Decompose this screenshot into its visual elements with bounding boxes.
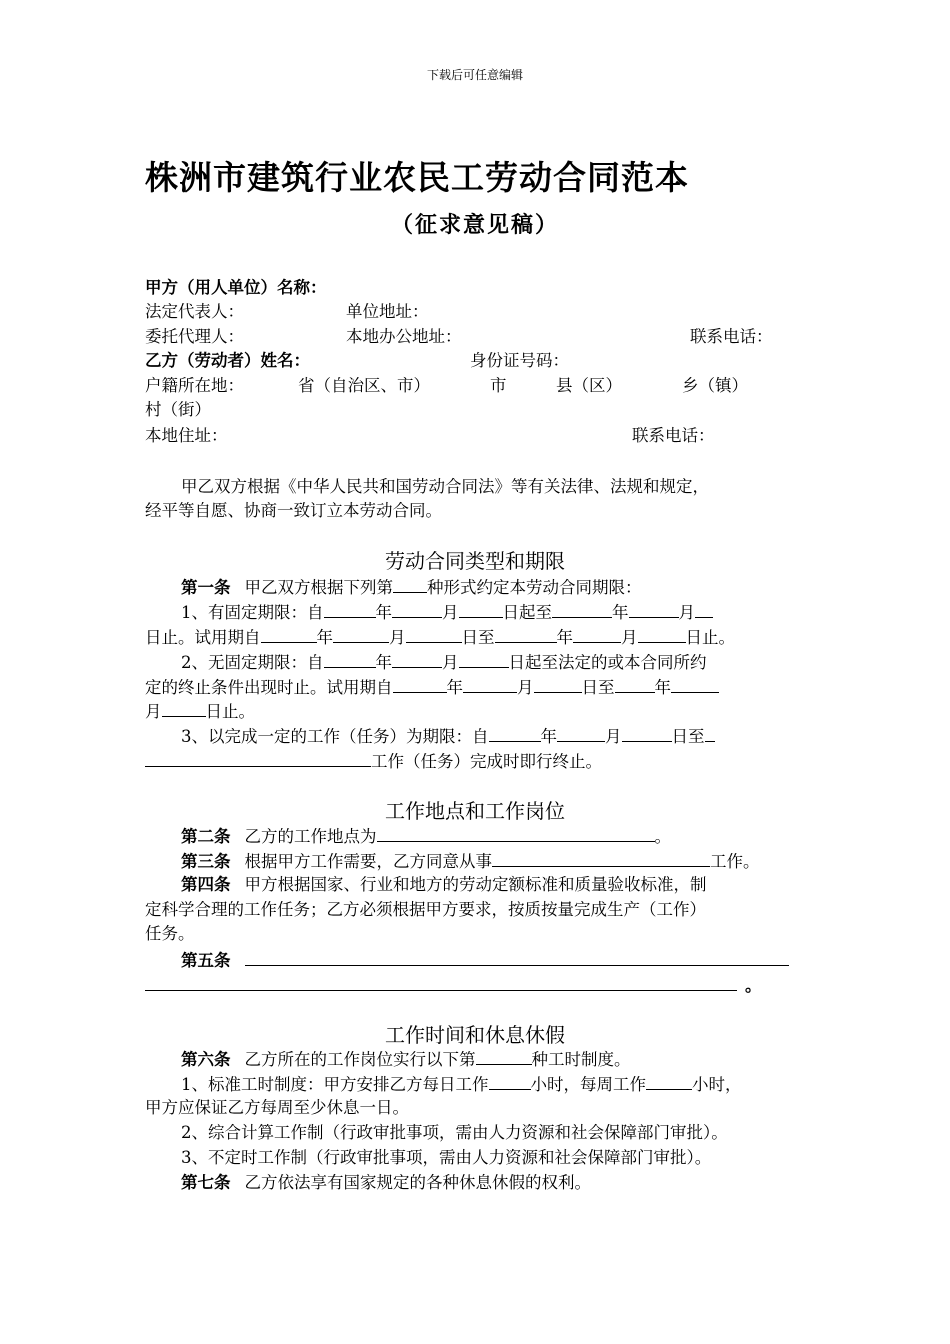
- blank-field[interactable]: [333, 624, 389, 643]
- blank-field[interactable]: [393, 674, 447, 693]
- blank-field[interactable]: [495, 624, 557, 643]
- article-5-cont: 。: [145, 972, 762, 998]
- term-item-1-cont: 日止。试用期自 年 月 日至 年 月 日止。: [145, 624, 735, 650]
- blank-field[interactable]: [695, 599, 713, 618]
- blank-field[interactable]: [492, 848, 710, 867]
- township-label: 乡（镇）: [682, 376, 748, 395]
- local-office-label: 本地办公地址：: [346, 327, 462, 346]
- section-heading-work-location: 工作地点和工作岗位: [385, 799, 565, 823]
- blank-field[interactable]: [622, 723, 672, 742]
- agent-label: 委托代理人：: [145, 327, 244, 346]
- article-2: 第二条 乙方的工作地点为 。: [181, 823, 671, 849]
- header-note: 下载后可任意编辑: [426, 68, 523, 82]
- article-1: 第一条 甲乙双方根据下列第 种形式约定本劳动合同期限：: [181, 574, 642, 600]
- village-label: 村（街）: [145, 400, 211, 419]
- blank-field[interactable]: [324, 649, 376, 668]
- phone-label-b: 联系电话：: [632, 426, 715, 445]
- unit-address-label: 单位地址：: [346, 302, 429, 321]
- term-item-2-end: 月 日止。: [145, 698, 255, 724]
- blank-field[interactable]: [459, 599, 503, 618]
- blank-field[interactable]: [671, 674, 719, 693]
- blank-field[interactable]: [145, 748, 371, 767]
- intro-line-2: 经平等自愿、协商一致订立本劳动合同。: [145, 501, 442, 520]
- blank-field[interactable]: [162, 698, 206, 717]
- county-label: 县（区）: [556, 376, 622, 395]
- article-5: 第五条: [181, 947, 789, 973]
- hours-item-1: 1、标准工时制度：甲方安排乙方每日工作 小时，每周工作 小时，: [181, 1071, 742, 1097]
- article-4: 第四条 甲方根据国家、行业和地方的劳动定额标准和质量验收标准，制: [181, 875, 707, 894]
- blank-field[interactable]: [557, 723, 605, 742]
- blank-field[interactable]: [245, 947, 789, 966]
- article-6: 第六条 乙方所在的工作岗位实行以下第 种工时制度。: [181, 1046, 631, 1072]
- hours-item-1-cont: 甲方应保证乙方每周至少休息一日。: [145, 1098, 409, 1117]
- blank-field[interactable]: [573, 624, 621, 643]
- blank-field[interactable]: [489, 723, 541, 742]
- id-number-label: 身份证号码：: [470, 351, 569, 370]
- phone-label-a: 联系电话：: [690, 327, 773, 346]
- blank-field[interactable]: [463, 674, 517, 693]
- local-address-label: 本地住址：: [145, 426, 228, 445]
- intro-line-1: 甲乙双方根据《中华人民共和国劳动合同法》等有关法律、法规和规定，: [181, 477, 709, 496]
- term-item-2: 2、无固定期限：自 年 月 日起至法定的或本合同所约: [181, 649, 707, 675]
- blank-field[interactable]: [638, 624, 686, 643]
- term-item-1: 1、有固定期限：自 年 月 日起至 年 月: [181, 599, 713, 625]
- blank-field[interactable]: [406, 624, 462, 643]
- article-3: 第三条 根据甲方工作需要，乙方同意从事 工作。: [181, 848, 760, 874]
- blank-field[interactable]: [646, 1071, 692, 1090]
- hukou-label: 户籍所在地：: [145, 376, 244, 395]
- blank-field[interactable]: [392, 599, 442, 618]
- blank-field[interactable]: [261, 624, 317, 643]
- blank-field[interactable]: [489, 1071, 531, 1090]
- city-label: 市: [490, 376, 507, 395]
- legal-rep-label: 法定代表人：: [145, 302, 244, 321]
- blank-field[interactable]: [145, 972, 737, 991]
- section-heading-contract-term: 劳动合同类型和期限: [385, 549, 565, 573]
- blank-field[interactable]: [393, 574, 427, 593]
- blank-field[interactable]: [392, 649, 442, 668]
- blank-field[interactable]: [552, 599, 612, 618]
- document-subtitle: （征求意见稿）: [390, 213, 559, 238]
- term-item-3: 3、以完成一定的工作（任务）为期限：自 年 月 日至: [181, 723, 715, 749]
- hours-item-3: 3、不定时工作制（行政审批事项，需由人力资源和社会保障部门审批）。: [181, 1148, 712, 1167]
- document-title: 株洲市建筑行业农民工劳动合同范本: [145, 158, 689, 197]
- blank-field[interactable]: [459, 649, 509, 668]
- blank-field[interactable]: [377, 823, 655, 842]
- blank-field[interactable]: [324, 599, 376, 618]
- term-item-2-cont: 定的终止条件出现时止。试用期自 年 月 日至 年: [145, 674, 719, 700]
- term-item-3-cont: 工作（任务）完成时即行终止。: [145, 748, 602, 774]
- blank-field[interactable]: [476, 1046, 532, 1065]
- province-label: 省（自治区、市）: [298, 376, 430, 395]
- blank-field[interactable]: [615, 674, 655, 693]
- article-4-line-3: 任务。: [145, 924, 195, 943]
- section-heading-work-hours: 工作时间和休息休假: [385, 1023, 565, 1047]
- blank-field[interactable]: [705, 723, 715, 742]
- article-4-line-2: 定科学合理的工作任务；乙方必须根据甲方要求，按质按量完成生产（工作）: [145, 900, 706, 919]
- blank-field[interactable]: [629, 599, 679, 618]
- party-a-label: 甲方（用人单位）名称：: [145, 278, 327, 297]
- article-1-label: 第一条: [181, 578, 231, 597]
- article-7: 第七条 乙方依法享有国家规定的各种休息休假的权利。: [181, 1173, 591, 1192]
- blank-field[interactable]: [534, 674, 582, 693]
- party-b-label: 乙方（劳动者）姓名：: [145, 351, 310, 370]
- hours-item-2: 2、综合计算工作制（行政审批事项，需由人力资源和社会保障部门审批）。: [181, 1123, 728, 1142]
